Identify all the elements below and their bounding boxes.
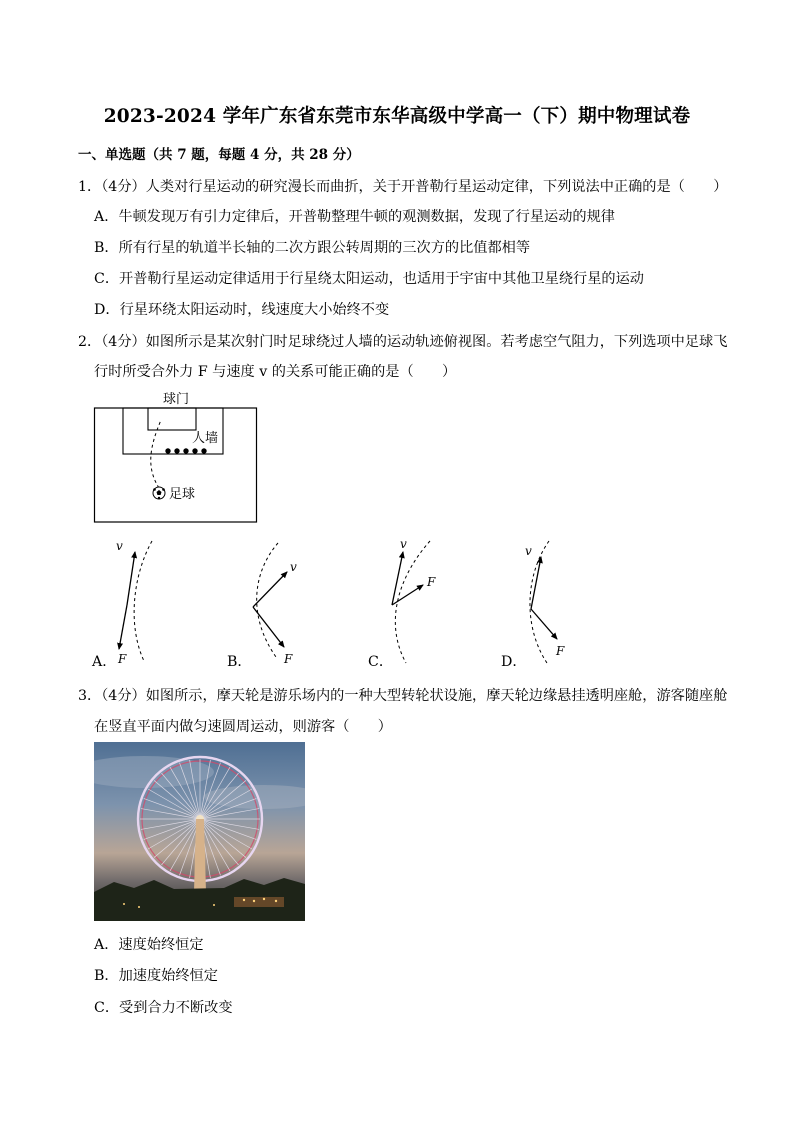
player-dot [201,448,206,453]
question-3-option-a: A．速度始终恒定 [94,937,204,953]
question-2-stem-line1: 2．（4分）如图所示是某次射门时足球绕过人墙的运动轨迹俯视图。若考虑空气阻力，下列选项中足球飞 [78,334,728,350]
player-dot [192,448,197,453]
question-1-option-b: B．所有行星的轨道半长轴的二次方跟公转周期的三次方的比值都相等 [94,240,531,256]
force-arrow [253,607,284,647]
force-arrow [392,585,423,605]
force-arrow [119,605,127,649]
trajectory [395,541,430,663]
option-d-label: D． [501,654,527,670]
velocity-label: v [400,537,407,551]
ferris-wheel-photo [94,742,305,921]
player-dot [165,448,170,453]
velocity-arrow [127,552,135,605]
question-1-option-a: A．牛顿发现万有引力定律后，开普勒整理牛顿的观测数据，发现了行星运动的规律 [94,209,615,225]
force-label: F [556,644,565,658]
option-d-diagram [515,537,585,669]
wheel-tower [194,819,206,892]
ball-label: 足球 [169,487,196,502]
option-b-label: B． [227,654,252,670]
force-label: F [427,575,436,589]
velocity-arrow [531,557,541,609]
question-1-option-d: D．行星环绕太阳运动时，线速度大小始终不变 [94,302,390,318]
option-c-diagram [378,537,448,669]
question-3-stem-line2: 在竖直平面内做匀速圆周运动，则游客（ ） [94,719,392,735]
section-heading: 一、单选题（共 7 题，每题 4 分，共 28 分） [78,147,360,163]
question-3-option-b: B．加速度始终恒定 [94,968,218,984]
player-dot [174,448,179,453]
velocity-label: v [525,544,532,558]
question-1-option-c: C．开普勒行星运动定律适用于行星绕太阳运动，也适用于宇宙中其他卫星绕行星的运动 [94,271,644,287]
option-a-label: A． [92,654,117,670]
football-icon [153,487,165,499]
goal-label: 球门 [163,392,190,407]
goal-area [148,408,196,430]
force-label: F [118,652,127,666]
velocity-arrow [253,572,287,607]
velocity-label: v [290,560,297,574]
wall-label: 人墙 [192,431,219,446]
player-wall [165,448,206,453]
question-1-stem: 1．（4分）人类对行星运动的研究漫长而曲折，关于开普勒行星运动定律，下列说法中正确的是（ ） [78,179,728,195]
velocity-label: v [116,539,123,553]
trajectory [134,541,152,661]
option-a-diagram [92,537,162,669]
exam-title: 2023-2024 学年广东省东莞市东华高级中学高一（下）期中物理试卷 [103,106,691,127]
question-3-stem-line1: 3．（4分）如图所示，摩天轮是游乐场内的一种大型转轮状设施，摩天轮边缘悬挂透明座舱，游客随座舱 [78,688,728,704]
question-3-option-c: C．受到合力不断改变 [94,1000,233,1016]
question-2-stem-line2: 行时所受合外力 F 与速度 v 的关系可能正确的是（ ） [94,364,457,380]
force-label: F [284,652,293,666]
option-b-diagram [240,537,310,669]
force-arrow [531,609,557,639]
field-boundary [95,408,257,522]
velocity-arrow [392,552,403,605]
player-dot [183,448,188,453]
football-field-figure [93,392,259,524]
option-c-label: C． [368,654,394,670]
